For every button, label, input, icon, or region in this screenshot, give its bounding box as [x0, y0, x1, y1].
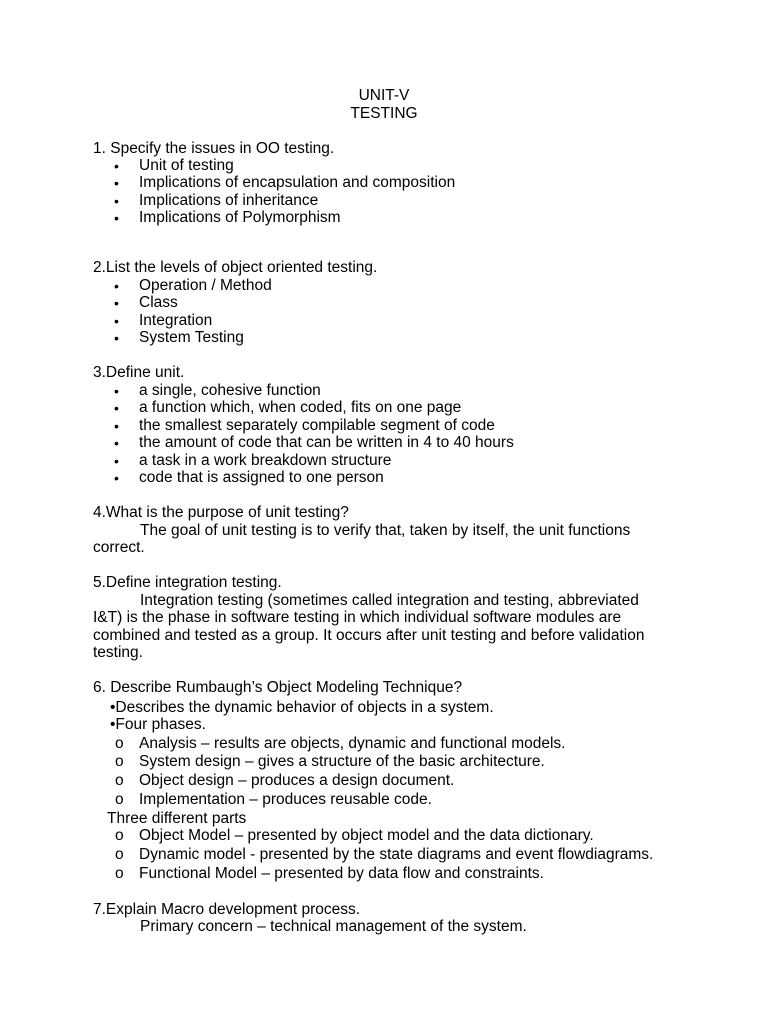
list-item: Implications of encapsulation and composition	[139, 174, 456, 191]
list-item: •Four phases.	[110, 716, 206, 733]
unit-heading: UNIT-V	[358, 87, 410, 104]
bullet-icon: •	[114, 400, 119, 416]
bullet-icon: •	[114, 313, 119, 329]
bullet-icon: •	[114, 383, 119, 399]
question-2: 2.List the levels of object oriented testing.	[93, 259, 378, 276]
bullet-icon: •	[114, 435, 119, 451]
answer-text: Integration testing (sometimes called integration and testing, abbreviated	[140, 592, 639, 609]
list-item: Operation / Method	[139, 277, 272, 294]
list-item: System design – gives a structure of the basic architecture.	[139, 753, 545, 770]
circle-bullet-icon: o	[115, 735, 124, 752]
list-item: Dynamic model - presented by the state diagrams and event flowdiagrams.	[139, 846, 654, 863]
answer-text: I&T) is the phase in software testing in which individual software modules are	[93, 609, 622, 626]
document-title: TESTING	[350, 105, 418, 122]
list-item: the amount of code that can be written in 4 to 40 hours	[139, 434, 514, 451]
list-item: a function which, when coded, fits on one page	[139, 399, 462, 416]
question-6: 6. Describe Rumbaugh’s Object Modeling Technique?	[93, 679, 463, 696]
answer-text: correct.	[93, 539, 145, 556]
list-item: Class	[139, 294, 178, 311]
list-item: Unit of testing	[139, 157, 234, 174]
circle-bullet-icon: o	[115, 753, 124, 770]
circle-bullet-icon: o	[115, 772, 124, 789]
question-7: 7.Explain Macro development process.	[93, 901, 361, 918]
answer-text: Primary concern – technical management of the system.	[140, 918, 527, 935]
list-item: a task in a work breakdown structure	[139, 452, 392, 469]
bullet-icon: •	[114, 295, 119, 311]
bullet-icon: •	[114, 278, 119, 294]
bullet-icon: •	[114, 210, 119, 226]
list-item: System Testing	[139, 329, 244, 346]
bullet-icon: •	[114, 418, 119, 434]
bullet-icon: •	[114, 453, 119, 469]
circle-bullet-icon: o	[115, 865, 124, 882]
question-5: 5.Define integration testing.	[93, 574, 282, 591]
answer-text: The goal of unit testing is to verify that, taken by itself, the unit functions	[140, 522, 631, 539]
bullet-icon: •	[114, 470, 119, 486]
list-item: Implications of Polymorphism	[139, 209, 341, 226]
list-item: the smallest separately compilable segment of code	[139, 417, 495, 434]
circle-bullet-icon: o	[115, 846, 124, 863]
answer-text: combined and tested as a group. It occurs after unit testing and before validation	[93, 627, 645, 644]
question-3: 3.Define unit.	[93, 364, 185, 381]
list-item: Functional Model – presented by data flow and constraints.	[139, 865, 544, 882]
answer-text: testing.	[93, 644, 143, 661]
list-item: •Describes the dynamic behavior of objects in a system.	[110, 699, 494, 716]
question-4: 4.What is the purpose of unit testing?	[93, 504, 349, 521]
list-item: Object design – produces a design document.	[139, 772, 455, 789]
list-item: Integration	[139, 312, 213, 329]
bullet-icon: •	[114, 193, 119, 209]
bullet-icon: •	[114, 158, 119, 174]
subheading: Three different parts	[107, 810, 247, 827]
list-item: Object Model – presented by object model and the data dictionary.	[139, 827, 594, 844]
bullet-icon: •	[114, 175, 119, 191]
bullet-icon: •	[114, 330, 119, 346]
list-item: Implications of inheritance	[139, 192, 319, 209]
question-1: 1. Specify the issues in OO testing.	[93, 140, 335, 157]
circle-bullet-icon: o	[115, 827, 124, 844]
list-item: Implementation – produces reusable code.	[139, 791, 432, 808]
circle-bullet-icon: o	[115, 791, 124, 808]
list-item: a single, cohesive function	[139, 382, 321, 399]
list-item: code that is assigned to one person	[139, 469, 384, 486]
list-item: Analysis – results are objects, dynamic and functional models.	[139, 735, 566, 752]
